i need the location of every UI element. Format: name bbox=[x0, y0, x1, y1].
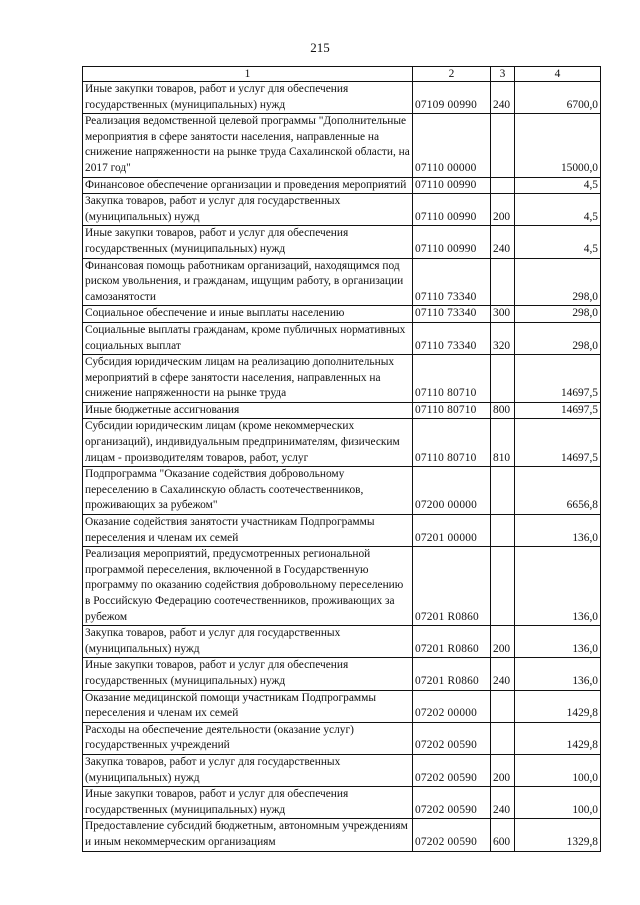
code-cell: 07110 73340 bbox=[413, 258, 491, 306]
amount-cell: 1429,8 bbox=[515, 690, 601, 722]
amount-cell: 14697,5 bbox=[515, 355, 601, 403]
table-row bbox=[83, 306, 601, 323]
table-row bbox=[83, 626, 601, 658]
expense-type-cell: 200 bbox=[491, 194, 515, 226]
expense-type-cell: 600 bbox=[491, 819, 515, 851]
code-cell: 07201 R0860 bbox=[413, 547, 491, 626]
item-name-cell: Предоставление субсидий бюджетным, автономным учреждениям и иным некоммерческим организациям bbox=[83, 819, 413, 851]
code-cell: 07202 00590 bbox=[413, 754, 491, 786]
code-cell: 07110 00000 bbox=[413, 114, 491, 177]
table-row bbox=[83, 722, 601, 754]
expense-type-cell bbox=[491, 177, 515, 194]
expense-type-cell bbox=[491, 258, 515, 306]
expense-type-cell: 240 bbox=[491, 226, 515, 258]
amount-cell: 136,0 bbox=[515, 658, 601, 690]
code-cell: 07110 00990 bbox=[413, 194, 491, 226]
expense-type-cell: 800 bbox=[491, 402, 515, 419]
item-name-cell: Оказание содействия занятости участникам Подпрограммы переселения и членам их семей bbox=[83, 515, 413, 547]
item-name-cell: Закупка товаров, работ и услуг для государственных (муниципальных) нужд bbox=[83, 626, 413, 658]
table-body bbox=[83, 82, 601, 852]
table-row bbox=[83, 82, 601, 114]
expense-type-cell: 240 bbox=[491, 787, 515, 819]
item-name-cell: Закупка товаров, работ и услуг для государственных (муниципальных) нужд bbox=[83, 194, 413, 226]
page-number: 215 bbox=[310, 40, 330, 55]
item-name-cell: Подпрограмма "Оказание содействия добровольному переселению в Сахалинскую область соотечественников, проживающих за рубежом" bbox=[83, 467, 413, 515]
item-name-cell: Социальное обеспечение и иные выплаты населению bbox=[83, 306, 413, 323]
code-cell: 07110 80710 bbox=[413, 355, 491, 403]
amount-cell: 1329,8 bbox=[515, 819, 601, 851]
item-name-cell: Реализация мероприятий, предусмотренных региональной программой переселения, включенной в Государственную программу по оказанию содействия добровольному переселению в Российскую Федерацию соотечественников, проживающих за рубежом bbox=[83, 547, 413, 626]
table-row bbox=[83, 690, 601, 722]
table-row bbox=[83, 547, 601, 626]
table-row bbox=[83, 467, 601, 515]
amount-cell: 298,0 bbox=[515, 258, 601, 306]
code-cell: 07201 R0860 bbox=[413, 658, 491, 690]
expense-type-cell: 200 bbox=[491, 754, 515, 786]
item-name-cell: Субсидии юридическим лицам (кроме некоммерческих организаций), индивидуальным предпринимателям, физическим лицам - производителям товаров, работ, услуг bbox=[83, 419, 413, 467]
expense-type-cell bbox=[491, 515, 515, 547]
amount-cell: 298,0 bbox=[515, 322, 601, 354]
amount-cell: 136,0 bbox=[515, 626, 601, 658]
expense-type-cell bbox=[491, 722, 515, 754]
amount-cell: 15000,0 bbox=[515, 114, 601, 177]
code-cell: 07110 00990 bbox=[413, 226, 491, 258]
item-name-cell: Иные закупки товаров, работ и услуг для обеспечения государственных (муниципальных) нужд bbox=[83, 787, 413, 819]
code-cell: 07110 73340 bbox=[413, 322, 491, 354]
code-cell: 07202 00590 bbox=[413, 722, 491, 754]
table-header bbox=[83, 67, 601, 82]
item-name-cell: Закупка товаров, работ и услуг для государственных (муниципальных) нужд bbox=[83, 754, 413, 786]
code-cell: 07200 00000 bbox=[413, 467, 491, 515]
code-cell: 07202 00000 bbox=[413, 690, 491, 722]
amount-cell: 4,5 bbox=[515, 177, 601, 194]
expense-type-cell: 240 bbox=[491, 658, 515, 690]
code-cell: 07202 00590 bbox=[413, 787, 491, 819]
amount-cell: 1429,8 bbox=[515, 722, 601, 754]
item-name-cell: Оказание медицинской помощи участникам Подпрограммы переселения и членам их семей bbox=[83, 690, 413, 722]
table-row bbox=[83, 114, 601, 177]
table-row bbox=[83, 402, 601, 419]
table-row bbox=[83, 754, 601, 786]
amount-cell: 136,0 bbox=[515, 547, 601, 626]
header-row bbox=[83, 67, 601, 82]
amount-cell: 4,5 bbox=[515, 194, 601, 226]
expense-type-cell: 320 bbox=[491, 322, 515, 354]
amount-cell: 4,5 bbox=[515, 226, 601, 258]
header-col-2: 2 bbox=[413, 67, 491, 82]
expense-type-cell bbox=[491, 690, 515, 722]
table-row bbox=[83, 355, 601, 403]
header-col-1: 1 bbox=[83, 67, 413, 82]
item-name-cell: Субсидия юридическим лицам на реализацию дополнительных мероприятий в сфере занятости населения, направленных на снижение напряженности на рынке труда bbox=[83, 355, 413, 403]
table-row bbox=[83, 419, 601, 467]
code-cell: 07201 00000 bbox=[413, 515, 491, 547]
table-row bbox=[83, 177, 601, 194]
amount-cell: 136,0 bbox=[515, 515, 601, 547]
item-name-cell: Финансовое обеспечение организации и проведения мероприятий bbox=[83, 177, 413, 194]
code-cell: 07110 00990 bbox=[413, 177, 491, 194]
item-name-cell: Финансовая помощь работникам организаций, находящимся под риском увольнения, и гражданам, ищущим работу, в организации самозанятости bbox=[83, 258, 413, 306]
item-name-cell: Реализация ведомственной целевой программы "Дополнительные мероприятия в сфере занятости населения, направленные на снижение напряженности на рынке труда Сахалинской области, на 2017 год" bbox=[83, 114, 413, 177]
item-name-cell: Иные закупки товаров, работ и услуг для обеспечения государственных (муниципальных) нужд bbox=[83, 226, 413, 258]
table-row bbox=[83, 226, 601, 258]
table-row bbox=[83, 258, 601, 306]
header-col-4: 4 bbox=[515, 67, 601, 82]
expense-type-cell: 300 bbox=[491, 306, 515, 323]
expense-type-cell: 810 bbox=[491, 419, 515, 467]
code-cell: 07202 00590 bbox=[413, 819, 491, 851]
code-cell: 07109 00990 bbox=[413, 82, 491, 114]
code-cell: 07110 73340 bbox=[413, 306, 491, 323]
table-row bbox=[83, 194, 601, 226]
table-row bbox=[83, 515, 601, 547]
amount-cell: 6656,8 bbox=[515, 467, 601, 515]
item-name-cell: Социальные выплаты гражданам, кроме публичных нормативных социальных выплат bbox=[83, 322, 413, 354]
item-name-cell: Расходы на обеспечение деятельности (оказание услуг) государственных учреждений bbox=[83, 722, 413, 754]
amount-cell: 298,0 bbox=[515, 306, 601, 323]
item-name-cell: Иные бюджетные ассигнования bbox=[83, 402, 413, 419]
table-row bbox=[83, 787, 601, 819]
table-row bbox=[83, 819, 601, 851]
header-col-3: 3 bbox=[491, 67, 515, 82]
table-row bbox=[83, 658, 601, 690]
table-row bbox=[83, 322, 601, 354]
item-name-cell: Иные закупки товаров, работ и услуг для обеспечения государственных (муниципальных) нужд bbox=[83, 82, 413, 114]
amount-cell: 14697,5 bbox=[515, 419, 601, 467]
expense-type-cell bbox=[491, 547, 515, 626]
amount-cell: 100,0 bbox=[515, 787, 601, 819]
expense-type-cell: 200 bbox=[491, 626, 515, 658]
amount-cell: 6700,0 bbox=[515, 82, 601, 114]
code-cell: 07201 R0860 bbox=[413, 626, 491, 658]
budget-table bbox=[82, 66, 601, 852]
amount-cell: 14697,5 bbox=[515, 402, 601, 419]
expense-type-cell bbox=[491, 355, 515, 403]
expense-type-cell bbox=[491, 467, 515, 515]
expense-type-cell bbox=[491, 114, 515, 177]
code-cell: 07110 80710 bbox=[413, 402, 491, 419]
amount-cell: 100,0 bbox=[515, 754, 601, 786]
code-cell: 07110 80710 bbox=[413, 419, 491, 467]
expense-type-cell: 240 bbox=[491, 82, 515, 114]
item-name-cell: Иные закупки товаров, работ и услуг для обеспечения государственных (муниципальных) нужд bbox=[83, 658, 413, 690]
